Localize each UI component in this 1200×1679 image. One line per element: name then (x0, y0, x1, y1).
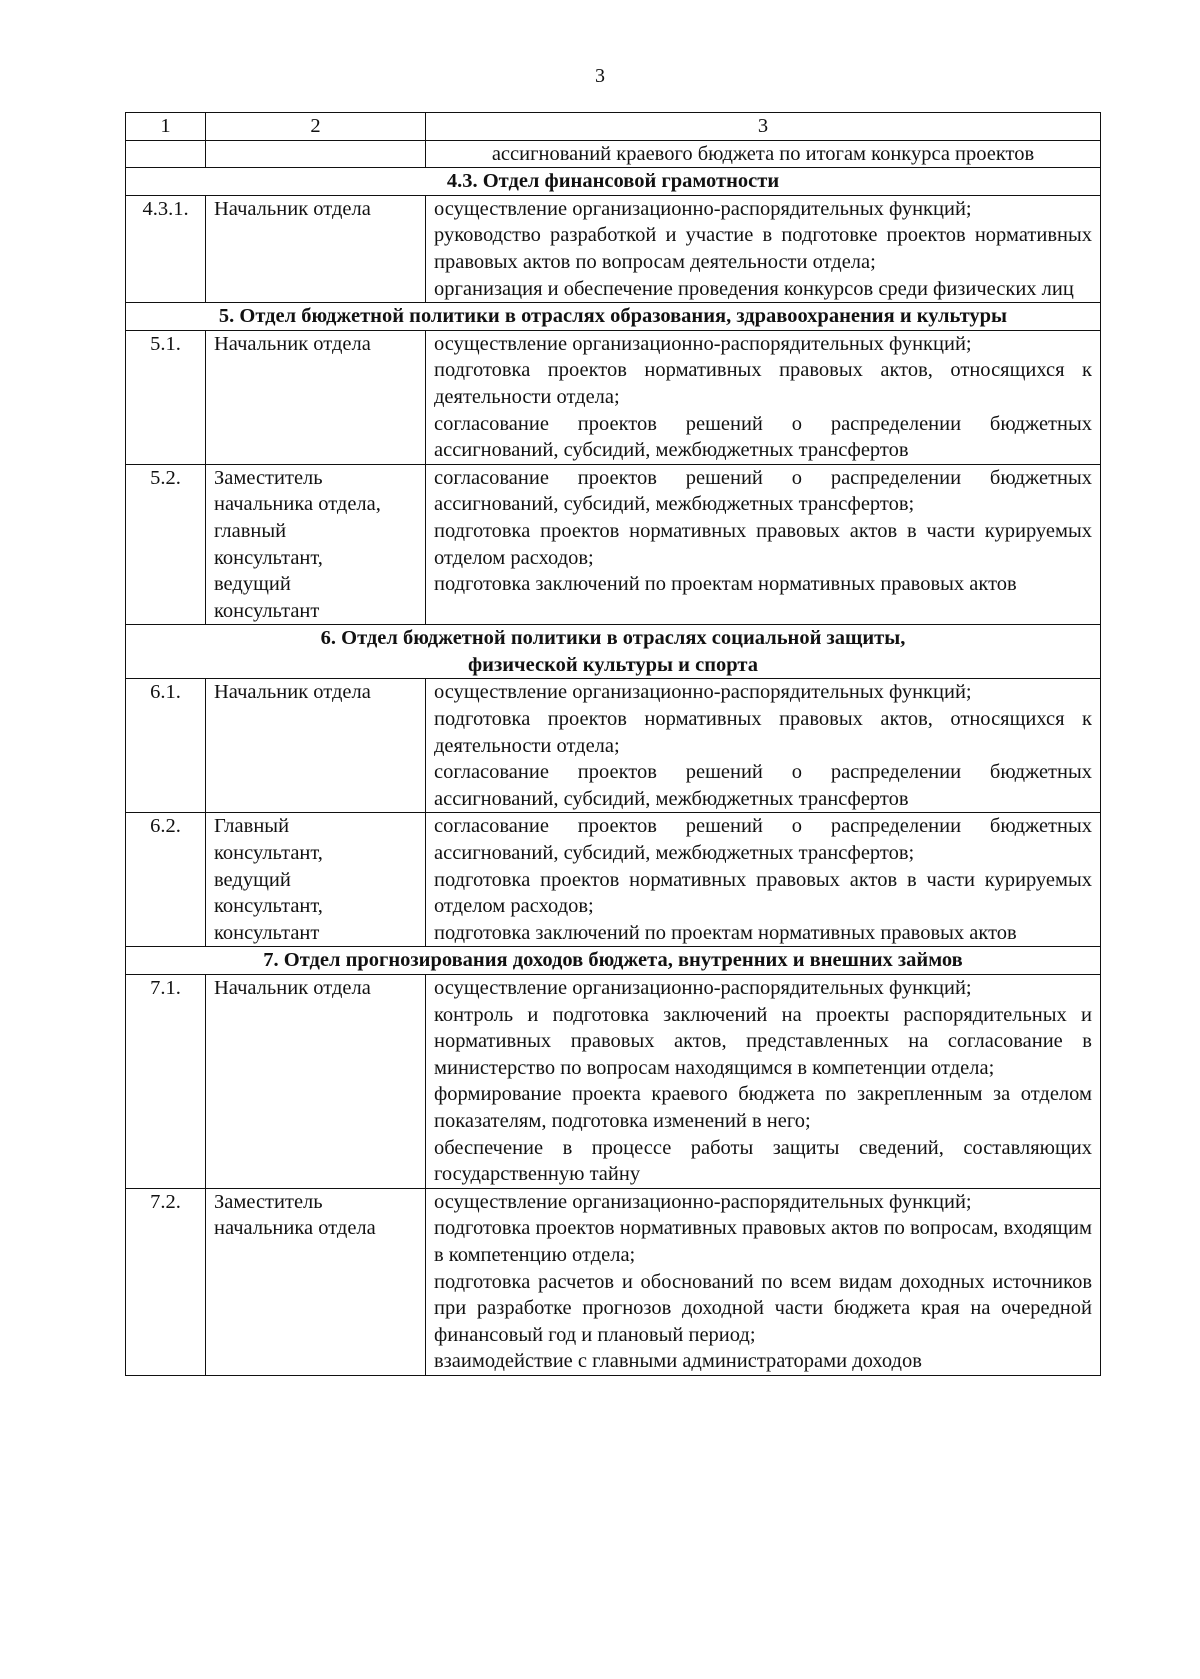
position-line: консультант (214, 599, 320, 622)
duties-cell (426, 1188, 1101, 1375)
header-row (126, 113, 1101, 141)
position-line: Начальник отдела (214, 977, 371, 999)
duties-cell (426, 330, 1101, 464)
header-col-2: 2 (206, 113, 426, 141)
duty-item: подготовка проектов нормативных правовых актов в части курируемых отделом расходов; (434, 519, 1092, 569)
position-cell (206, 975, 426, 1189)
continuation-position-cell (206, 140, 426, 168)
position-cell (206, 679, 426, 813)
duty-item: подготовка проектов нормативных правовых актов по вопросам, входящим в компетенцию отдела; (434, 1217, 1092, 1266)
continuation-row (126, 140, 1101, 168)
position-line: ведущий (214, 573, 291, 596)
duty-item: контроль и подготовка заключений на проекты распорядительных и нормативных правовых актов, представленных на согласование в министерство по вопросам находящимся в компетенции отдела; (434, 1003, 1092, 1079)
table-body (126, 113, 1101, 1376)
duties-cell (426, 195, 1101, 302)
row-number: 4.3.1. (126, 195, 206, 302)
section-row (126, 947, 1101, 975)
position-line: консультант (214, 921, 320, 944)
row-number: 5.1. (126, 330, 206, 464)
table-row (126, 813, 1101, 947)
position-line: Начальник отдела (214, 197, 371, 220)
duty-item: подготовка проектов нормативных правовых актов, относящихся к деятельности отдела; (434, 708, 1092, 757)
table-row (126, 679, 1101, 813)
duty-item: подготовка заключений по проектам нормативных правовых актов (434, 573, 1017, 596)
duty-item: подготовка заключений по проектам нормативных правовых актов (434, 921, 1017, 944)
page-number: 3 (595, 65, 605, 87)
duty-item: согласование проектов решений о распределении бюджетных ассигнований, субсидий, межбюджетных трансфертов; (434, 466, 1092, 516)
duty-item: согласование проектов решений о распределении бюджетных ассигнований, субсидий, межбюджетных трансфертов (434, 761, 1092, 810)
duties-cell (426, 464, 1101, 625)
position-cell (206, 1188, 426, 1375)
position-line: Заместитель (214, 1190, 323, 1213)
row-number: 7.2. (126, 1188, 206, 1375)
duty-item: руководство разработкой и участие в подготовке проектов нормативных правовых актов по вопросам деятельности отдела; (434, 224, 1092, 273)
section-title-line: 7. Отдел прогнозирования доходов бюджета, внутренних и внешних займов (263, 949, 963, 972)
position-line: Заместитель (214, 466, 323, 489)
section-row (126, 625, 1101, 679)
header-col-3: 3 (426, 113, 1101, 141)
duty-item: осуществление организационно-распорядительных функций; (434, 977, 972, 999)
section-title-line: 6. Отдел бюджетной политики в отраслях социальной защиты, (320, 627, 906, 650)
section-row (126, 168, 1101, 196)
duty-item: осуществление организационно-распорядительных функций; (434, 332, 972, 355)
position-line: консультант, (214, 842, 323, 865)
duty-item: обеспечение в процессе работы защиты сведений, составляющих государственную тайну (434, 1136, 1092, 1186)
duties-cell (426, 813, 1101, 947)
position-line: начальника отдела (214, 1217, 376, 1240)
duty-item: подготовка проектов нормативных правовых актов в части курируемых отделом расходов; (434, 868, 1092, 918)
functions-table (125, 112, 1101, 1376)
row-number: 6.2. (126, 813, 206, 947)
header-col-1: 1 (126, 113, 206, 141)
position-line: Начальник отдела (214, 681, 371, 704)
continuation-num-cell (126, 140, 206, 168)
duty-item: согласование проектов решений о распределении бюджетных ассигнований, субсидий, межбюджетных трансфертов; (434, 815, 1092, 865)
row-number: 5.2. (126, 464, 206, 625)
position-line: консультант, (214, 895, 323, 918)
section-title-line: 4.3. Отдел финансовой грамотности (446, 170, 780, 193)
duty-item: согласование проектов решений о распределении бюджетных ассигнований, субсидий, межбюджетных трансфертов (434, 412, 1092, 462)
position-line: Начальник отдела (214, 332, 371, 355)
section-title-line: физической культуры и спорта (468, 653, 758, 676)
table-row (126, 1188, 1101, 1375)
row-number: 6.1. (126, 679, 206, 813)
section-row (126, 303, 1101, 331)
position-cell (206, 330, 426, 464)
section-title (126, 625, 1101, 679)
duty-item: осуществление организационно-распорядительных функций; (434, 197, 972, 220)
position-line: главный (214, 519, 287, 542)
duties-cell (426, 679, 1101, 813)
position-cell (206, 195, 426, 302)
section-title-line: 5. Отдел бюджетной политики в отраслях образования, здравоохранения и культуры (218, 305, 1008, 328)
duty-item: осуществление организационно-распорядительных функций; (434, 1190, 972, 1213)
duty-item: формирование проекта краевого бюджета по закрепленным за отделом показателям, подготовка изменений в него; (434, 1083, 1092, 1132)
table-row (126, 195, 1101, 302)
position-line: начальника отдела, (214, 493, 381, 516)
duties-cell (426, 975, 1101, 1189)
position-line: ведущий (214, 868, 291, 891)
duty-item: осуществление организационно-распорядительных функций; (434, 681, 972, 704)
section-title (126, 303, 1101, 331)
section-title (126, 168, 1101, 196)
table-row (126, 464, 1101, 625)
section-title (126, 947, 1101, 975)
duty-item: организация и обеспечение проведения конкурсов среди физических лиц (434, 277, 1074, 300)
continuation-text: ассигнований краевого бюджета по итогам конкурса проектов (426, 140, 1101, 168)
duty-item: взаимодействие с главными администраторами доходов (434, 1350, 922, 1373)
table-row (126, 975, 1101, 1189)
row-number: 7.1. (126, 975, 206, 1189)
position-line: Главный (214, 815, 290, 838)
position-line: консультант, (214, 546, 323, 569)
duty-item: подготовка проектов нормативных правовых актов, относящихся к деятельности отдела; (434, 359, 1092, 408)
duty-item: подготовка расчетов и обоснований по всем видам доходных источников при разработке прогнозов доходной части бюджета края на очередной финансовый год и плановый период; (434, 1270, 1092, 1346)
position-cell (206, 464, 426, 625)
table-row (126, 330, 1101, 464)
position-cell (206, 813, 426, 947)
